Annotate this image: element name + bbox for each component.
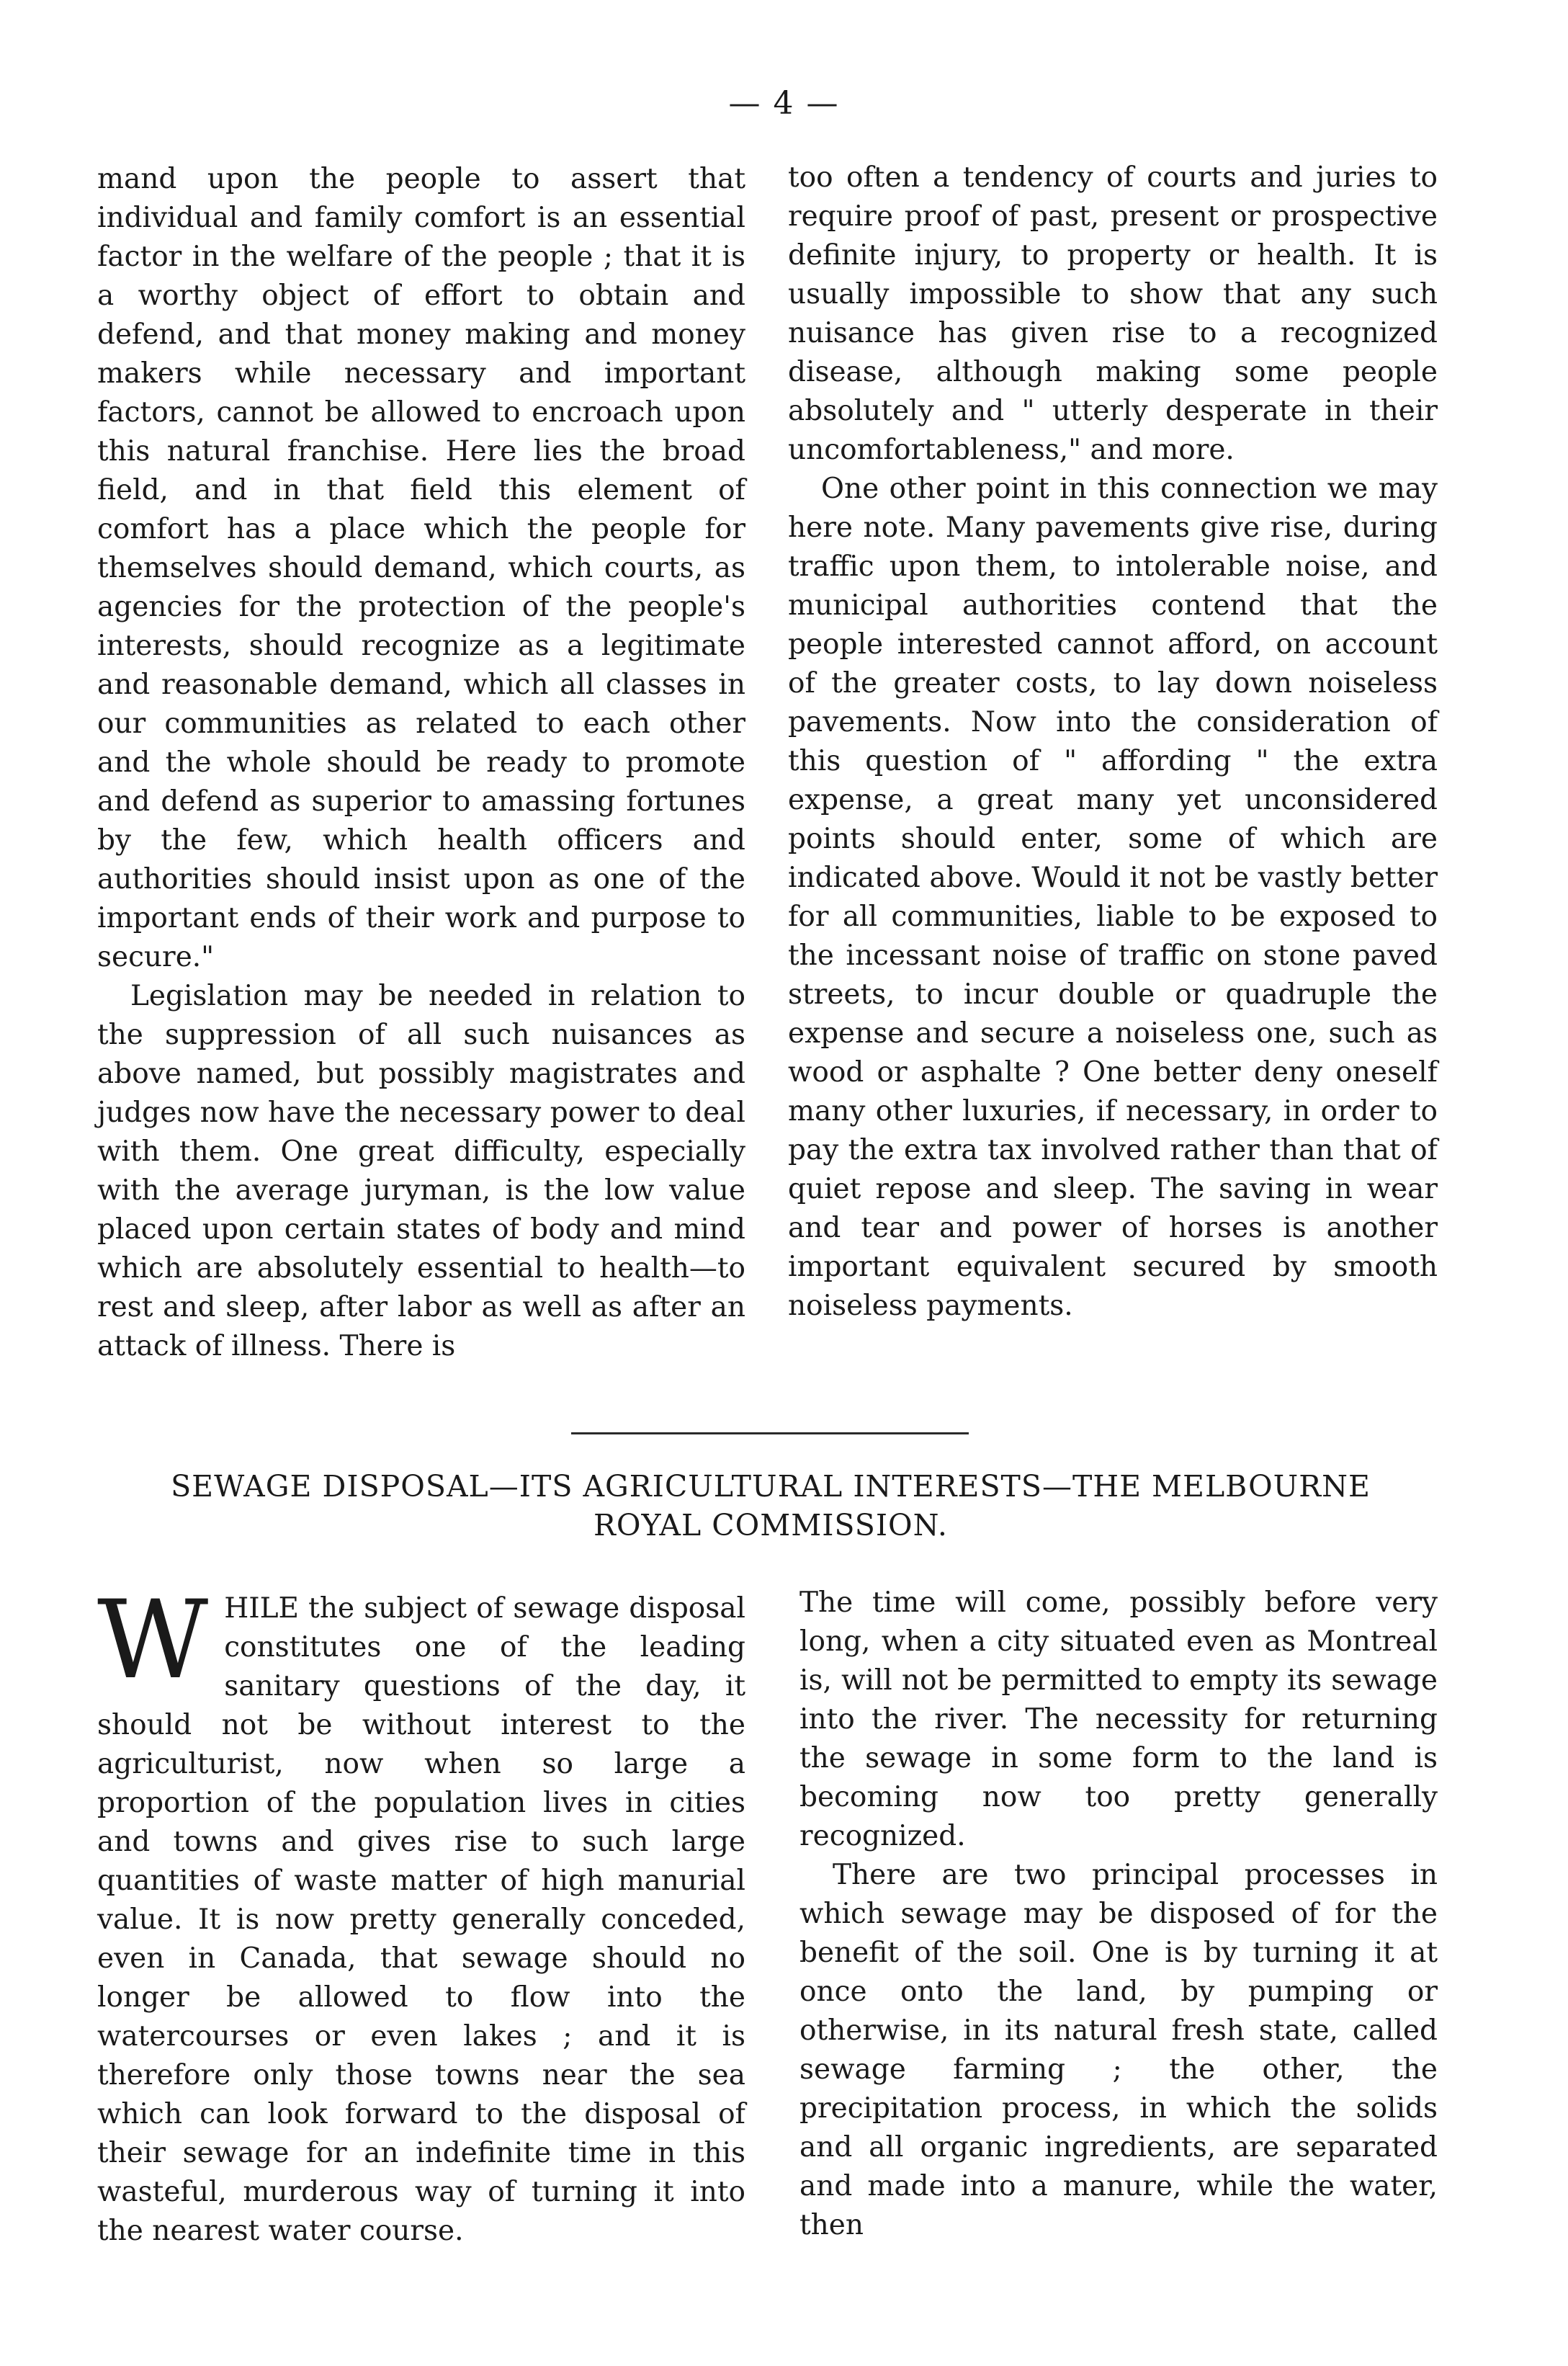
top-left-column	[97, 160, 745, 1366]
paragraph	[97, 1578, 745, 2251]
section-divider	[571, 1432, 969, 1434]
article-heading	[86, 1467, 1455, 1545]
paragraph: mand upon the people to assert that individual and family comfort is an essential factor in the welfare of the people ; that it is a worthy object of effort to obtain and defend, and that money making and money makers while necessary and important factors, cannot be allowed to encroach upon this natural franchise. Here lies the broad field, and in that field this element of comfort has a place which the people for themselves should demand, which courts, as agencies for the protection of the people's interests, should recognize as a legitimate and reasonable demand, which all classes in our communities as related to each other and the whole should be ready to promote and defend as superior to amassing fortunes by the few, which health officers and authorities should insist upon as one of the important ends of their work and purpose to secure."	[97, 163, 745, 973]
top-right-column	[788, 159, 1438, 1326]
paragraph: One other point in this connection we may here note. Many pavements give rise, during traffic upon them, to intolerable noise, and municipal authorities contend that the people interested cannot afford, on account of the greater costs, to lay down noiseless pavements. Now into the consideration of this question of " affording " the extra expense, a great many yet unconsidered points should enter, some of which are indicated above. Would it not be vastly better for all communities, liable to be exposed to the incessant noise of traffic on stone paved streets, to incur double or quadruple the expense and secure a noiseless one, such as wood or asphalte ? One better deny oneself many other luxuries, if necessary, in order to pay the extra tax involved rather than that of quiet repose and sleep. The saving in wear and tear and power of horses is another important equivalent secured by smooth noiseless payments.	[788, 473, 1438, 1322]
heading-line: SEWAGE DISPOSAL—ITS AGRICULTURAL INTERESTS—THE MELBOURNE	[171, 1469, 1371, 1504]
paragraph: There are two principal processes in which sewage may be disposed of for the benefit of the soil. One is by turning it at once onto the land, by pumping or otherwise, in its natural fresh state, called sewage farming ; the other, the precipitation process, in which the solids and all organic ingredients, are separated and made into a manure, while the water, then	[799, 1859, 1438, 2241]
paragraph: too often a tendency of courts and juries to require proof of past, present or prospective definite injury, to property or health. It is usually impossible to show that any such nuisance has given rise to a recognized disease, although making some people absolutely and " utterly desperate in their uncomfortableness," and more.	[788, 161, 1438, 466]
article-left-column	[97, 1578, 745, 2251]
paragraph: Legislation may be needed in relation to the suppression of all such nuisances as above named, but possibly magistrates and judges now have the necessary power to deal with them. One great difficulty, especially with the average juryman, is the low value placed upon certain states of body and mind which are absolutely essential to health—to rest and sleep, after labor as well as after an attack of illness. There is	[97, 980, 745, 1362]
paragraph: The time will come, possibly before very long, when a city situated even as Montreal is, will not be permitted to empty its sewage into the river. The necessity for returning the sewage in some form to the land is becoming now too pretty generally recognized.	[799, 1586, 1438, 1852]
drop-cap: W	[97, 1578, 209, 1703]
heading-line: ROYAL COMMISSION.	[593, 1508, 948, 1543]
page-number: — 4 —	[728, 85, 840, 122]
paragraph-text: HILE the subject of sewage disposal constitutes one of the leading sanitary questions of the day, it should not be without interest to the agriculturist, now when so large a proportion of the population lives in cities and towns and gives rise to such large quantities of waste matter of high manurial value. It is now pretty generally conceded, even in Canada, that sewage should no longer be allowed to flow into the watercourses or even lakes ; and it is therefore only those towns near the sea which can look forward to the disposal of their sewage for an indefinite time in this wasteful, murderous way of turning it into the nearest water course.	[97, 1592, 745, 2247]
article-right-column	[799, 1584, 1438, 2245]
